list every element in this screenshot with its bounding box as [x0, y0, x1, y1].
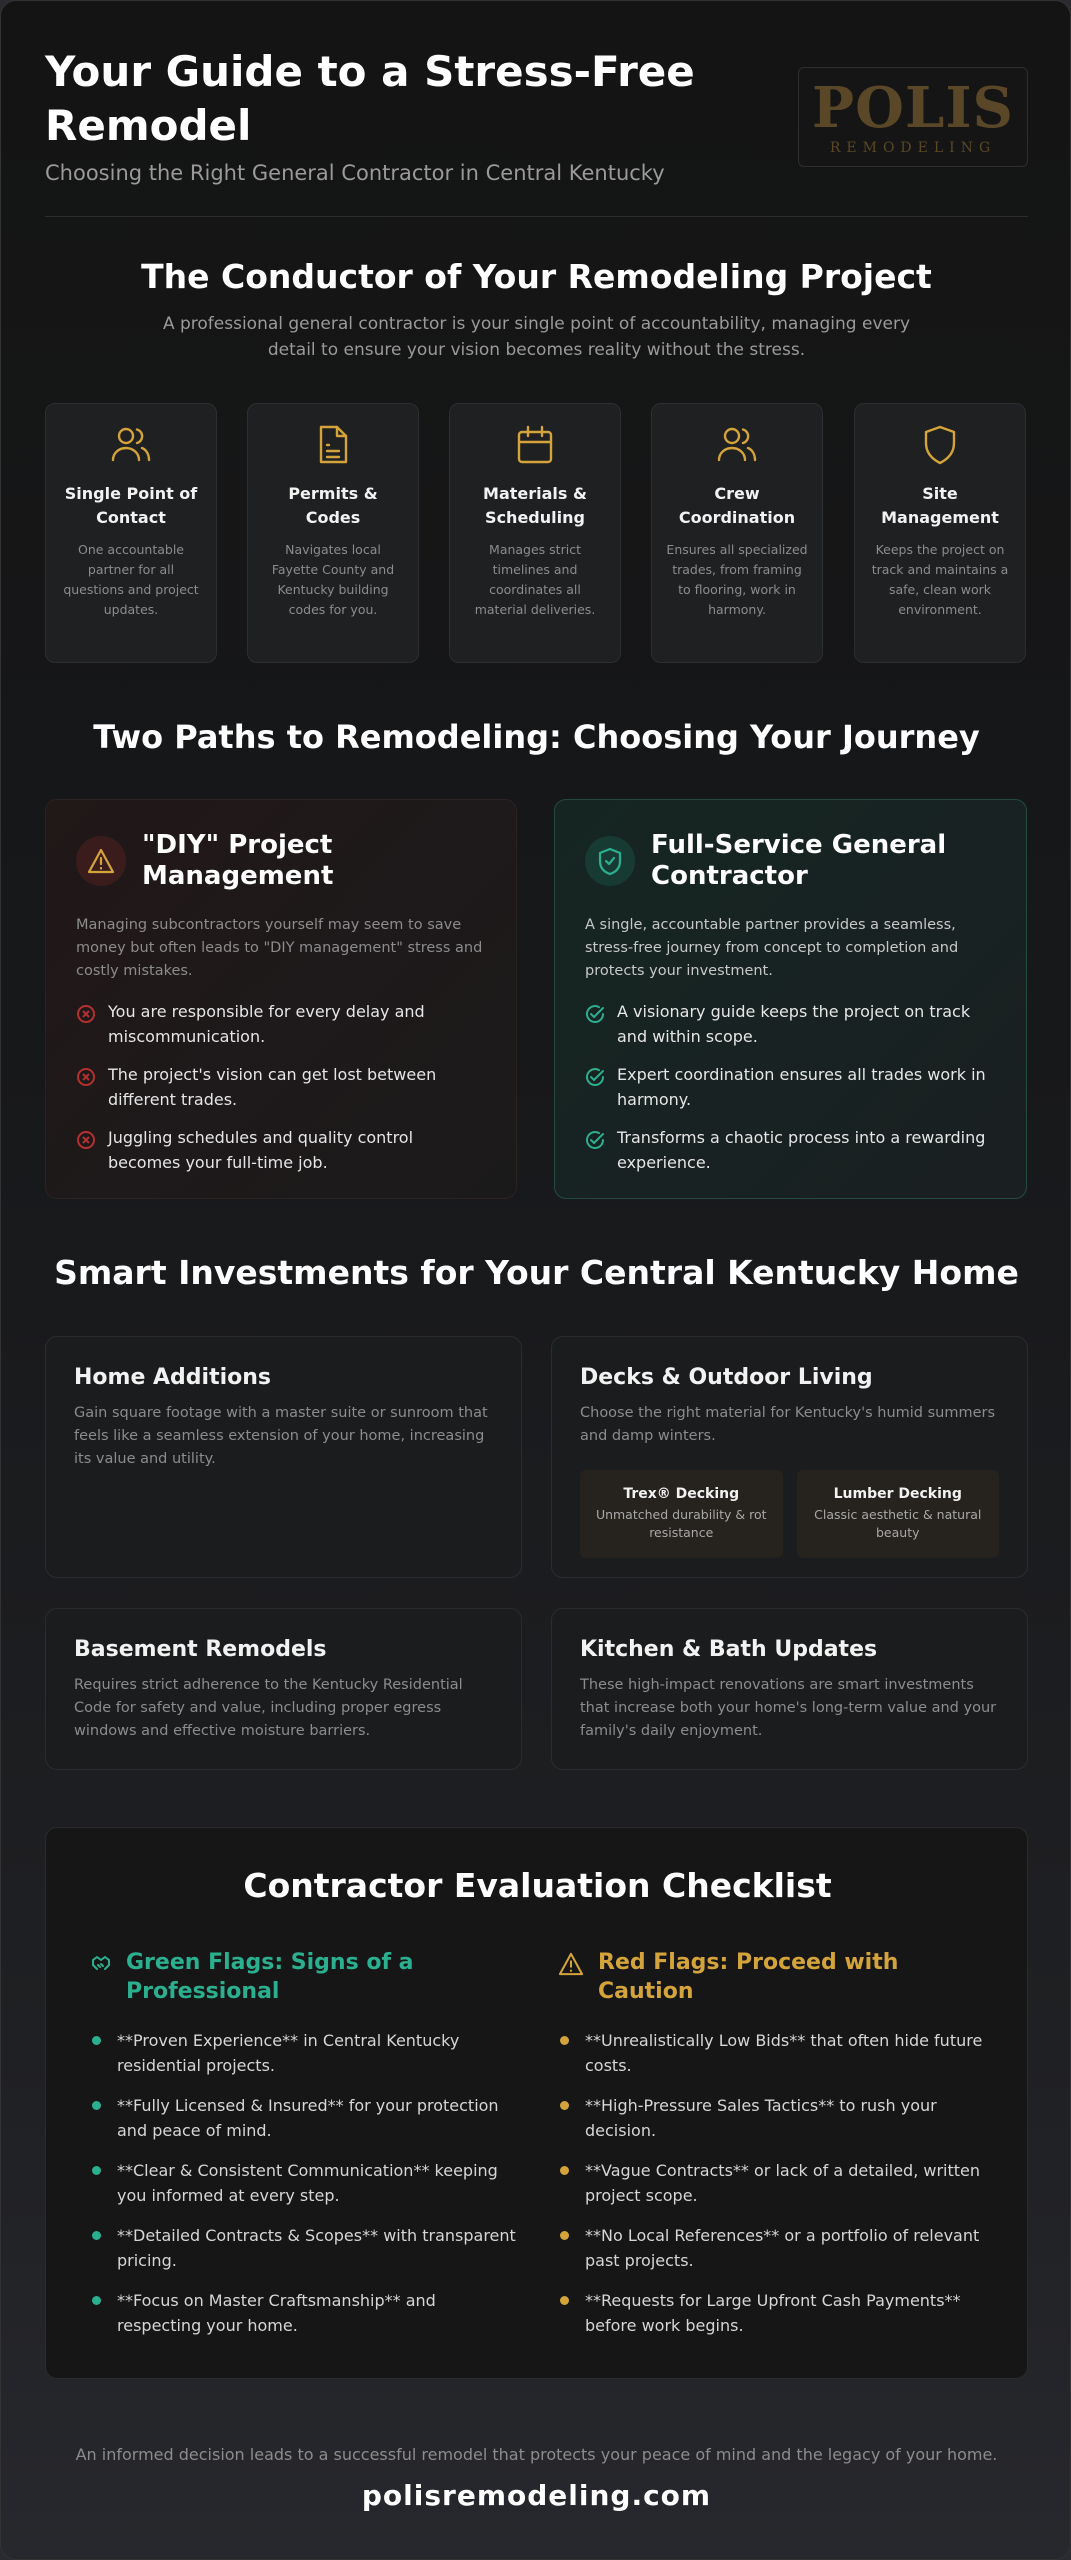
deck-option-lumber [797, 1470, 1000, 1558]
list-item [76, 1125, 486, 1175]
diy-point: You are responsible for every delay and miscommunication. [108, 1002, 425, 1046]
investment-card-kitchen [551, 1608, 1028, 1770]
list-item [90, 2288, 520, 2338]
list-item [90, 2093, 520, 2143]
header [45, 45, 1028, 217]
bullet-dot [560, 2036, 569, 2045]
list-item [558, 2223, 988, 2273]
check-circle-icon [585, 1130, 605, 1150]
polis-logo [798, 67, 1028, 167]
role-title: Single Point of Contact [64, 484, 198, 527]
investments-title: Smart Investments for Your Central Kentucky Home [54, 1253, 1019, 1292]
diy-description: Managing subcontractors yourself may seem to save money but often leads to "DIY management" stress and costly mistakes. [76, 917, 483, 979]
red-flag-text: **High-Pressure Sales Tactics** to rush your decision. [585, 2096, 937, 2140]
investment-description: Gain square footage with a master suite or sunroom that feels like a seamless extension of your home, increasing its value and utility. [74, 1405, 488, 1467]
bullet-dot [560, 2166, 569, 2175]
diy-title: "DIY" Project Management [142, 830, 334, 891]
red-flag-text: **Unrealistically Low Bids** that often hide future costs. [585, 2031, 983, 2075]
check-circle-icon [585, 1004, 605, 1024]
footer-note: An informed decision leads to a successful remodel that protects your peace of mind and the legacy of your home. [75, 2445, 998, 2464]
gc-path-card [554, 799, 1027, 1199]
role-card-crew [651, 403, 823, 663]
investment-description: Requires strict adherence to the Kentucky Residential Code for safety and value, including proper egress windows and effective moisture barriers. [74, 1677, 463, 1739]
x-circle-icon [76, 1067, 96, 1087]
role-card-permits [247, 403, 419, 663]
investment-title: Basement Remodels [74, 1637, 327, 1662]
investment-card-decks [551, 1336, 1028, 1578]
warning-icon [558, 1952, 584, 1976]
role-card-contact [45, 403, 217, 663]
deck-option-description: Unmatched durability & rot resistance [595, 1507, 767, 1540]
diy-path-card [45, 799, 517, 1199]
bullet-dot [92, 2231, 101, 2240]
bullet-dot [560, 2296, 569, 2305]
investment-title: Decks & Outdoor Living [580, 1365, 873, 1390]
footer-website[interactable]: polisremodeling.com [361, 2479, 712, 2512]
investment-card-additions [45, 1336, 522, 1578]
green-flag-text: **Fully Licensed & Insured** for your protection and peace of mind. [117, 2096, 499, 2140]
red-flags-title: Red Flags: Proceed with Caution [598, 1950, 899, 2004]
green-flag-text: **Proven Experience** in Central Kentucky residential projects. [117, 2031, 460, 2075]
green-flag-text: **Focus on Master Craftsmanship** and respecting your home. [117, 2291, 436, 2335]
diy-point: Juggling schedules and quality control becomes your full-time job. [108, 1128, 414, 1172]
conductor-title: The Conductor of Your Remodeling Project [141, 257, 932, 296]
warning-icon [76, 836, 126, 886]
page-subtitle: Choosing the Right General Contractor in Central Kentucky [45, 161, 665, 185]
red-flag-text: **Vague Contracts** or lack of a detailed, written project scope. [585, 2161, 981, 2205]
list-item [76, 999, 486, 1049]
green-flags-title: Green Flags: Signs of a Professional [126, 1950, 414, 2004]
users-icon [60, 424, 202, 468]
role-title: Crew Coordination [678, 484, 796, 527]
users-icon [666, 424, 808, 468]
role-description: Keeps the project on track and maintains a safe, clean work environment. [871, 542, 1009, 617]
deck-option-title: Trex® Decking [623, 1486, 740, 1502]
list-item [558, 2288, 988, 2338]
bullet-dot [92, 2166, 101, 2175]
gc-point: A visionary guide keeps the project on track and within scope. [617, 1002, 971, 1046]
bullet-dot [92, 2101, 101, 2110]
investment-description: These high-impact renovations are smart investments that increase both your home's long-term value and your family's daily enjoyment. [580, 1677, 997, 1739]
role-title: Site Management [881, 484, 999, 527]
role-description: Navigates local Fayette County and Kentucky building codes for you. [271, 542, 395, 617]
gc-point: Transforms a chaotic process into a rewarding experience. [617, 1128, 986, 1172]
evaluation-checklist [45, 1827, 1028, 2379]
list-item [585, 1125, 996, 1175]
investment-description: Choose the right material for Kentucky's humid summers and damp winters. [580, 1405, 996, 1444]
role-title: Materials & Scheduling [483, 484, 587, 527]
deck-option-trex [580, 1470, 783, 1558]
x-circle-icon [76, 1130, 96, 1150]
list-item [558, 2028, 988, 2078]
x-circle-icon [76, 1004, 96, 1024]
logo-tagline: REMODELING [829, 140, 997, 156]
handshake-icon [90, 1952, 112, 1974]
investment-title: Kitchen & Bath Updates [580, 1637, 878, 1662]
role-card-materials [449, 403, 621, 663]
bullet-dot [92, 2296, 101, 2305]
paths-title: Two Paths to Remodeling: Choosing Your Journey [93, 718, 980, 756]
conductor-description: A professional general contractor is your single point of accountability, managing every detail to ensure your vision becomes reality without the stress. [162, 314, 911, 360]
green-flag-text: **Detailed Contracts & Scopes** with transparent pricing. [117, 2226, 516, 2270]
list-item [585, 1062, 996, 1112]
bullet-dot [560, 2101, 569, 2110]
green-flag-text: **Clear & Consistent Communication** keeping you informed at every step. [117, 2161, 498, 2205]
checklist-title: Contractor Evaluation Checklist [243, 1866, 832, 1905]
role-card-site [854, 403, 1026, 663]
gc-description: A single, accountable partner provides a seamless, stress-free journey from concept to completion and protects your investment. [585, 917, 959, 979]
list-item [90, 2028, 520, 2078]
document-icon [262, 424, 404, 468]
gc-title: Full-Service General Contractor [651, 830, 947, 891]
red-flags-column [558, 1948, 988, 2353]
list-item [90, 2158, 520, 2208]
bullet-dot [92, 2036, 101, 2045]
green-flags-column [90, 1948, 520, 2353]
gc-point: Expert coordination ensures all trades work in harmony. [617, 1065, 986, 1109]
bullet-dot [560, 2231, 569, 2240]
role-description: Ensures all specialized trades, from framing to flooring, work in harmony. [666, 542, 808, 617]
role-title: Permits & Codes [288, 484, 378, 527]
role-description: Manages strict timelines and coordinates all material deliveries. [474, 542, 596, 617]
red-flag-text: **Requests for Large Upfront Cash Payments** before work begins. [585, 2291, 961, 2335]
list-item [558, 2158, 988, 2208]
deck-option-title: Lumber Decking [833, 1486, 962, 1502]
investment-card-basement [45, 1608, 522, 1770]
diy-point: The project's vision can get lost between different trades. [108, 1065, 437, 1109]
list-item [76, 1062, 486, 1112]
red-flag-text: **No Local References** or a portfolio of relevant past projects. [585, 2226, 980, 2270]
check-circle-icon [585, 1067, 605, 1087]
page-title: Your Guide to a Stress-Free Remodel [45, 47, 695, 150]
list-item [90, 2223, 520, 2273]
list-item [558, 2093, 988, 2143]
investment-title: Home Additions [74, 1365, 272, 1390]
logo-name: POLIS [812, 75, 1014, 141]
shield-icon [869, 424, 1011, 468]
shield-check-icon [585, 836, 635, 886]
deck-option-description: Classic aesthetic & natural beauty [814, 1507, 982, 1540]
calendar-icon [464, 424, 606, 468]
list-item [585, 999, 996, 1049]
role-description: One accountable partner for all questions and project updates. [63, 542, 199, 617]
